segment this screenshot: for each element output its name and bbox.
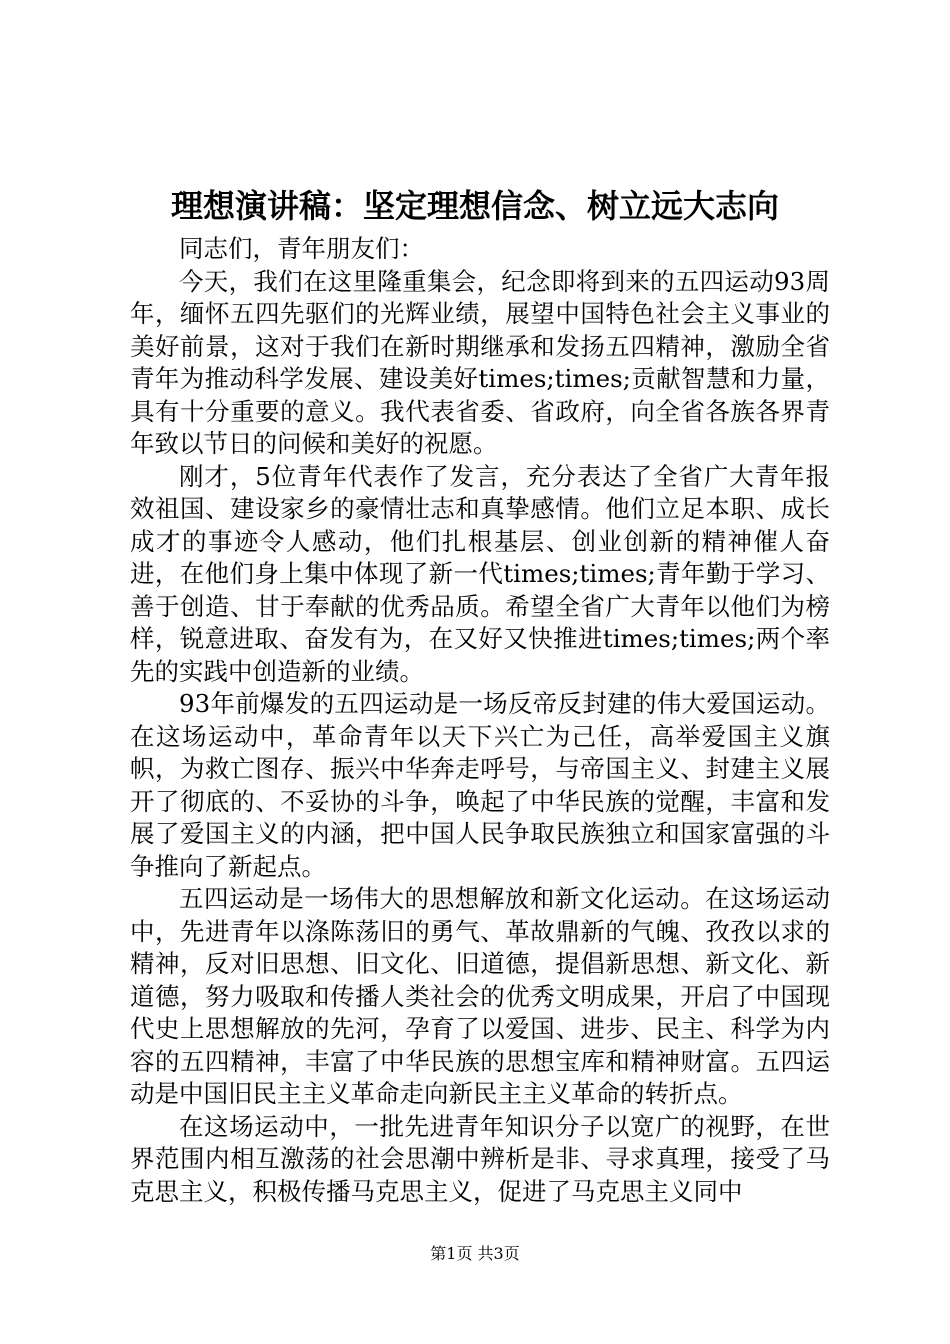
body-paragraph-1: 今天，我们在这里隆重集会，纪念即将到来的五四运动93周年，缅怀五四先驱们的光辉业绩，展望中国特色社会主义事业的美好前景，这对于我们在新时期继承和发扬五四精神，激励全省青年为推动科学发展、建设美好times;times;贡献智慧和力量，具有十分重要的意义。我代表省委、省政府，向全省各族各界青年致以节日的问候和美好的祝愿。	[130, 266, 830, 458]
document-title: 理想演讲稿：坚定理想信念、树立远大志向	[170, 187, 779, 225]
document-body	[130, 233, 830, 1208]
body-paragraph-4: 五四运动是一场伟大的思想解放和新文化运动。在这场运动中，先进青年以涤陈荡旧的勇气、革故鼎新的气魄、孜孜以求的精神，反对旧思想、旧文化、旧道德，提倡新思想、新文化、新道德，努力吸取和传播人类社会的优秀文明成果，开启了中国现代史上思想解放的先河，孕育了以爱国、进步、民主、科学为内容的五四精神，丰富了中华民族的思想宝库和精神财富。五四运动是中国旧民主主义革命走向新民主主义革命的转折点。	[130, 884, 830, 1108]
body-paragraph-3: 93年前爆发的五四运动是一场反帝反封建的伟大爱国运动。在这场运动中，革命青年以天下兴亡为己任，高举爱国主义旗帜，为救亡图存、振兴中华奔走呼号，与帝国主义、封建主义展开了彻底的、不妥协的斗争，唤起了中华民族的觉醒，丰富和发展了爱国主义的内涵，把中国人民争取民族独立和国家富强的斗争推向了新起点。	[130, 689, 830, 881]
body-paragraph-5: 在这场运动中，一批先进青年知识分子以宽广的视野，在世界范围内相互激荡的社会思潮中辨析是非、寻求真理，接受了马克思主义，积极传播马克思主义，促进了马克思主义同中	[130, 1111, 830, 1206]
body-paragraph-2: 刚才，5位青年代表作了发言，充分表达了全省广大青年报效祖国、建设家乡的豪情壮志和真挚感情。他们立足本职、成长成才的事迹令人感动，他们扎根基层、创业创新的精神催人奋进，在他们身上集中体现了新一代times;times;青年勤于学习、善于创造、甘于奉献的优秀品质。希望全省广大青年以他们为榜样，锐意进取、奋发有为，在又好又快推进times;times;两个率先的实践中创造新的业绩。	[130, 461, 830, 686]
page-number-footer: 第1页 共3页	[430, 1244, 520, 1263]
greeting-paragraph: 同志们，青年朋友们：	[179, 234, 424, 263]
